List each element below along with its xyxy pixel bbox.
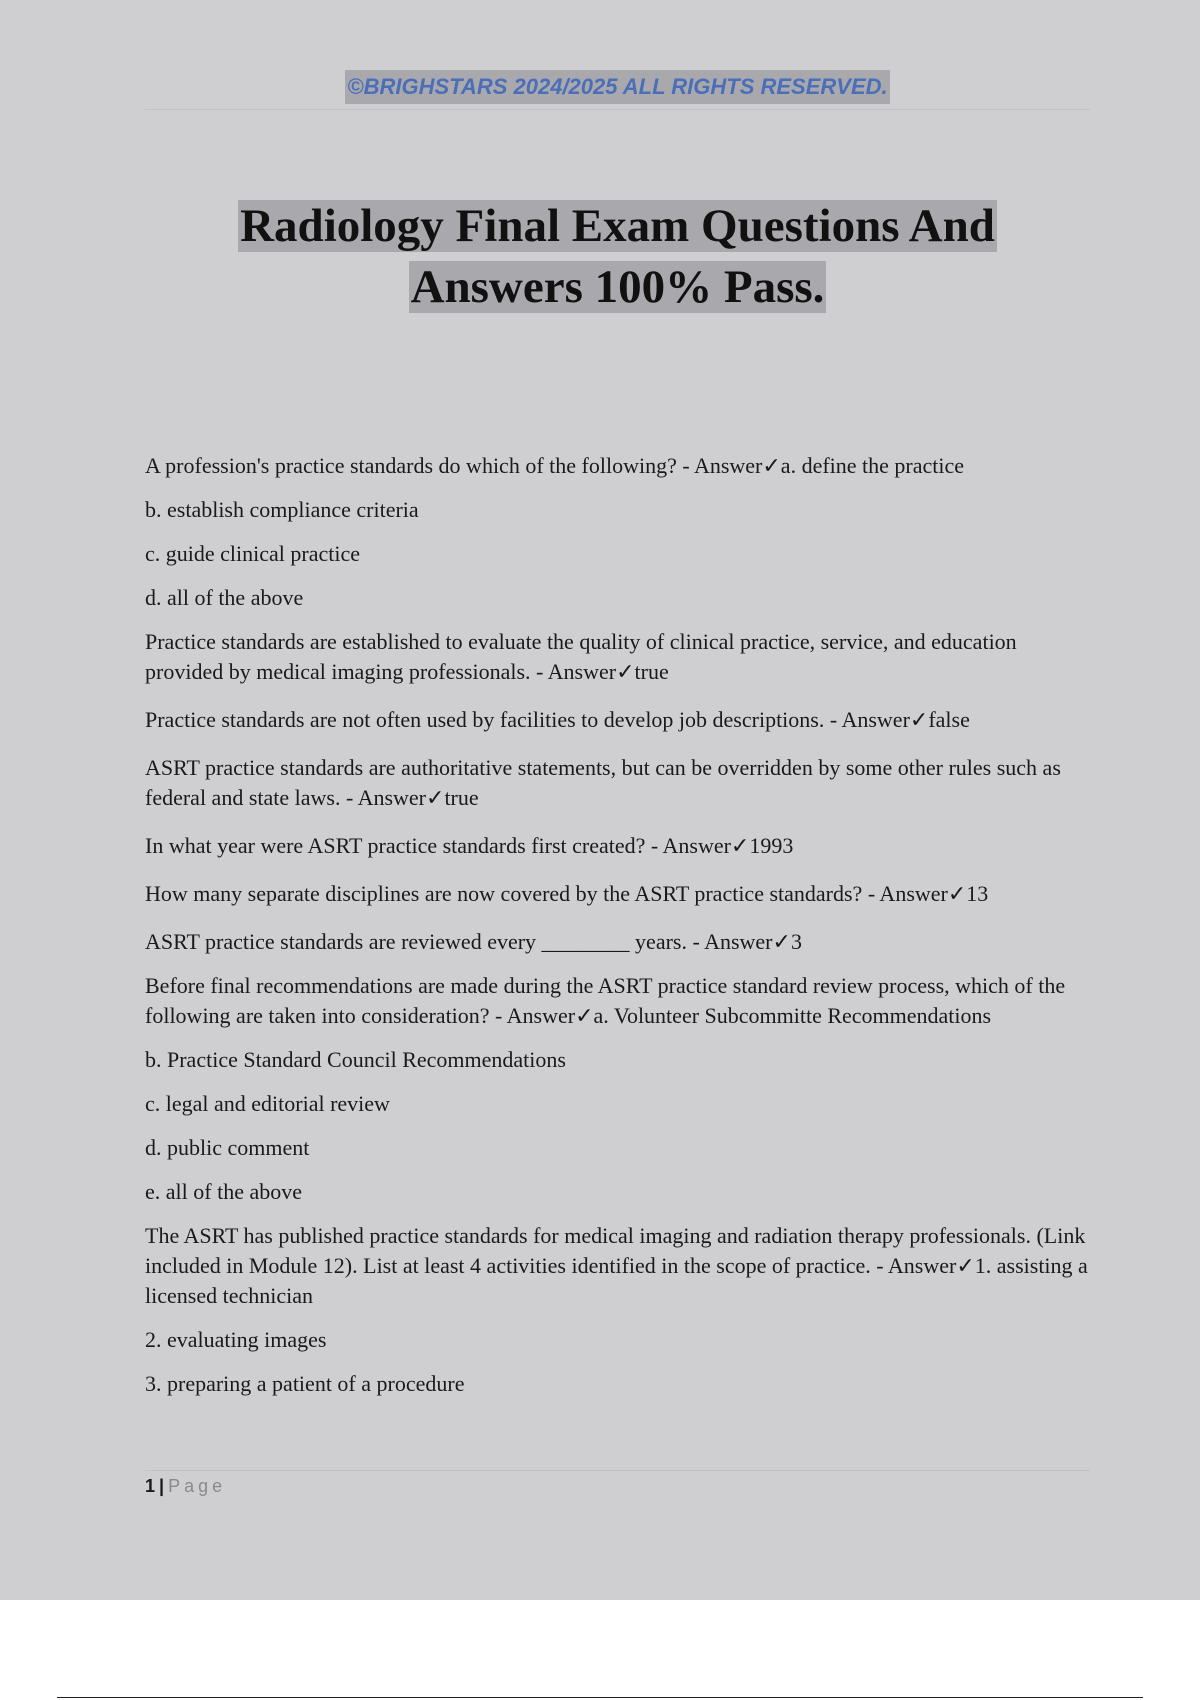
qa-paragraph: In what year were ASRT practice standards first created? - Answer✓1993: [145, 833, 794, 858]
page-footer: [145, 1472, 226, 1500]
page-label: Page: [168, 1476, 227, 1496]
qa-paragraph: How many separate disciplines are now covered by the ASRT practice standards? - Answer✓13: [145, 881, 989, 906]
title-line-2: Answers 100% Pass.: [410, 261, 825, 313]
qa-content: [145, 451, 1090, 1399]
qa-paragraph: 2. evaluating images: [145, 1327, 327, 1352]
qa-paragraph: d. all of the above: [145, 585, 304, 610]
qa-paragraph: b. establish compliance criteria: [145, 497, 419, 522]
qa-paragraph: c. legal and editorial review: [145, 1091, 390, 1116]
title-line-1: Radiology Final Exam Questions And: [240, 200, 995, 252]
qa-paragraph: Practice standards are not often used by facilities to develop job descriptions. - Answer✓false: [145, 707, 970, 732]
qa-paragraph: The ASRT has published practice standards for medical imaging and radiation therapy professionals. (Link included in Module 12). List at least 4 activities identified in the scope of practice. - Answer✓1. assisting a licensed technician: [145, 1223, 1088, 1308]
qa-paragraph: b. Practice Standard Council Recommendations: [145, 1047, 566, 1072]
qa-paragraph: 3. preparing a patient of a procedure: [145, 1371, 465, 1396]
page-number: 1: [145, 1476, 156, 1496]
copyright-text: ©BRIGHSTARS 2024/2025 ALL RIGHTS RESERVED.: [345, 70, 889, 104]
qa-paragraph: ASRT practice standards are authoritative statements, but can be overridden by some other rules such as federal and state laws. - Answer✓true: [145, 755, 1061, 810]
qa-paragraph: ASRT practice standards are reviewed every ________ years. - Answer✓3: [145, 929, 802, 954]
header-divider: [145, 109, 1090, 110]
footer-divider: [145, 1470, 1090, 1471]
page-separator: |: [159, 1476, 165, 1496]
copyright-header: [145, 70, 1090, 104]
bottom-divider: [57, 1697, 1143, 1698]
qa-paragraph: Practice standards are established to evaluate the quality of clinical practice, service, and education provided by medical imaging professionals. - Answer✓true: [145, 629, 1017, 684]
qa-paragraph: e. all of the above: [145, 1179, 302, 1204]
qa-paragraph: A profession's practice standards do which of the following? - Answer✓a. define the practice: [145, 453, 965, 478]
document-title: [145, 196, 1090, 318]
qa-paragraph: c. guide clinical practice: [145, 541, 360, 566]
qa-paragraph: Before final recommendations are made during the ASRT practice standard review process, which of the following are taken into consideration? - Answer✓a. Volunteer Subcommitte Recommendations: [145, 973, 1066, 1028]
qa-paragraph: d. public comment: [145, 1135, 310, 1160]
